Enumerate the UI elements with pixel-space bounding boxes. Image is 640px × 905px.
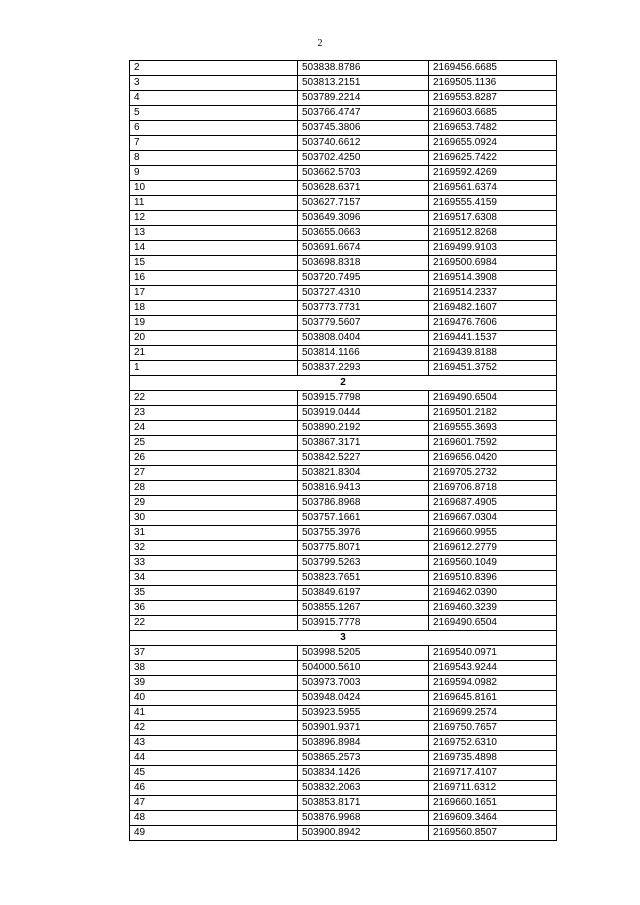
x-coordinate-cell: 503799.5263 — [298, 556, 429, 571]
x-coordinate-cell: 503755.3976 — [298, 526, 429, 541]
table-row — [130, 676, 557, 691]
point-number-cell: 31 — [130, 526, 298, 541]
table-row — [130, 346, 557, 361]
point-number-cell: 22 — [130, 616, 298, 631]
x-coordinate-cell: 503853.8171 — [298, 796, 429, 811]
point-number-cell: 17 — [130, 286, 298, 301]
y-coordinate-cell: 2169514.3908 — [429, 271, 557, 286]
y-coordinate-cell: 2169540.0971 — [429, 646, 557, 661]
x-coordinate-cell: 503775.8071 — [298, 541, 429, 556]
point-number-cell: 39 — [130, 676, 298, 691]
table-row — [130, 481, 557, 496]
y-coordinate-cell: 2169711.6312 — [429, 781, 557, 796]
y-coordinate-cell: 2169476.7606 — [429, 316, 557, 331]
table-row — [130, 616, 557, 631]
y-coordinate-cell: 2169500.6984 — [429, 256, 557, 271]
point-number-cell: 33 — [130, 556, 298, 571]
table-row — [130, 331, 557, 346]
point-number-cell: 48 — [130, 811, 298, 826]
y-coordinate-cell: 2169653.7482 — [429, 121, 557, 136]
y-coordinate-cell: 2169660.1651 — [429, 796, 557, 811]
y-coordinate-cell: 2169456.6685 — [429, 61, 557, 76]
table-row — [130, 166, 557, 181]
table-row — [130, 751, 557, 766]
y-coordinate-cell: 2169560.1049 — [429, 556, 557, 571]
table-row — [130, 721, 557, 736]
y-coordinate-cell: 2169560.8507 — [429, 826, 557, 841]
y-coordinate-cell: 2169667.0304 — [429, 511, 557, 526]
x-coordinate-cell: 503813.2151 — [298, 76, 429, 91]
table-row — [130, 646, 557, 661]
point-number-cell: 10 — [130, 181, 298, 196]
y-coordinate-cell: 2169609.3464 — [429, 811, 557, 826]
table-row — [130, 361, 557, 376]
point-number-cell: 7 — [130, 136, 298, 151]
section-header-row — [130, 376, 557, 391]
table-row — [130, 241, 557, 256]
point-number-cell: 35 — [130, 586, 298, 601]
section-label: 3 — [130, 631, 557, 646]
table-row — [130, 136, 557, 151]
y-coordinate-cell: 2169592.4269 — [429, 166, 557, 181]
y-coordinate-cell: 2169561.6374 — [429, 181, 557, 196]
point-number-cell: 29 — [130, 496, 298, 511]
y-coordinate-cell: 2169656.0420 — [429, 451, 557, 466]
table-row — [130, 556, 557, 571]
x-coordinate-cell: 503727.4310 — [298, 286, 429, 301]
point-number-cell: 15 — [130, 256, 298, 271]
x-coordinate-cell: 503821.8304 — [298, 466, 429, 481]
y-coordinate-cell: 2169750.7657 — [429, 721, 557, 736]
point-number-cell: 27 — [130, 466, 298, 481]
point-number-cell: 32 — [130, 541, 298, 556]
table-row — [130, 406, 557, 421]
x-coordinate-cell: 503702.4250 — [298, 151, 429, 166]
x-coordinate-cell: 503915.7778 — [298, 616, 429, 631]
table-row — [130, 706, 557, 721]
table-row — [130, 496, 557, 511]
y-coordinate-cell: 2169555.3693 — [429, 421, 557, 436]
section-label: 2 — [130, 376, 557, 391]
y-coordinate-cell: 2169717.4107 — [429, 766, 557, 781]
y-coordinate-cell: 2169460.3239 — [429, 601, 557, 616]
x-coordinate-cell: 503973.7003 — [298, 676, 429, 691]
y-coordinate-cell: 2169594.0982 — [429, 676, 557, 691]
point-number-cell: 20 — [130, 331, 298, 346]
table-row — [130, 736, 557, 751]
x-coordinate-cell: 503834.1426 — [298, 766, 429, 781]
y-coordinate-cell: 2169553.8287 — [429, 91, 557, 106]
x-coordinate-cell: 503655.0663 — [298, 226, 429, 241]
table-row — [130, 466, 557, 481]
point-number-cell: 43 — [130, 736, 298, 751]
x-coordinate-cell: 503998.5205 — [298, 646, 429, 661]
table-row — [130, 91, 557, 106]
y-coordinate-cell: 2169490.6504 — [429, 616, 557, 631]
point-number-cell: 3 — [130, 76, 298, 91]
x-coordinate-cell: 503766.4747 — [298, 106, 429, 121]
point-number-cell: 12 — [130, 211, 298, 226]
point-number-cell: 49 — [130, 826, 298, 841]
y-coordinate-cell: 2169451.3752 — [429, 361, 557, 376]
x-coordinate-cell: 503855.1267 — [298, 601, 429, 616]
x-coordinate-cell: 503628.6371 — [298, 181, 429, 196]
x-coordinate-cell: 503837.2293 — [298, 361, 429, 376]
point-number-cell: 2 — [130, 61, 298, 76]
y-coordinate-cell: 2169601.7592 — [429, 436, 557, 451]
point-number-cell: 18 — [130, 301, 298, 316]
y-coordinate-cell: 2169510.8396 — [429, 571, 557, 586]
table-row — [130, 151, 557, 166]
table-row — [130, 211, 557, 226]
x-coordinate-cell: 503919.0444 — [298, 406, 429, 421]
y-coordinate-cell: 2169490.6504 — [429, 391, 557, 406]
y-coordinate-cell: 2169752.6310 — [429, 736, 557, 751]
x-coordinate-cell: 503745.3806 — [298, 121, 429, 136]
y-coordinate-cell: 2169543.9244 — [429, 661, 557, 676]
x-coordinate-cell: 503789.2214 — [298, 91, 429, 106]
x-coordinate-cell: 503838.8786 — [298, 61, 429, 76]
table-row — [130, 586, 557, 601]
point-number-cell: 41 — [130, 706, 298, 721]
point-number-cell: 44 — [130, 751, 298, 766]
point-number-cell: 19 — [130, 316, 298, 331]
x-coordinate-cell: 503786.8968 — [298, 496, 429, 511]
point-number-cell: 24 — [130, 421, 298, 436]
point-number-cell: 30 — [130, 511, 298, 526]
table-row — [130, 181, 557, 196]
y-coordinate-cell: 2169705.2732 — [429, 466, 557, 481]
y-coordinate-cell: 2169699.2574 — [429, 706, 557, 721]
point-number-cell: 28 — [130, 481, 298, 496]
x-coordinate-cell: 503900.8942 — [298, 826, 429, 841]
y-coordinate-cell: 2169514.2337 — [429, 286, 557, 301]
y-coordinate-cell: 2169505.1136 — [429, 76, 557, 91]
point-number-cell: 6 — [130, 121, 298, 136]
y-coordinate-cell: 2169517.6308 — [429, 211, 557, 226]
table-row — [130, 781, 557, 796]
x-coordinate-cell: 503691.6674 — [298, 241, 429, 256]
x-coordinate-cell: 503740.6612 — [298, 136, 429, 151]
table-row — [130, 76, 557, 91]
x-coordinate-cell: 503720.7495 — [298, 271, 429, 286]
point-number-cell: 37 — [130, 646, 298, 661]
point-number-cell: 22 — [130, 391, 298, 406]
table-row — [130, 826, 557, 841]
y-coordinate-cell: 2169735.4898 — [429, 751, 557, 766]
table-row — [130, 511, 557, 526]
y-coordinate-cell: 2169612.2779 — [429, 541, 557, 556]
coordinates-table — [129, 60, 557, 841]
x-coordinate-cell: 503814.1166 — [298, 346, 429, 361]
point-number-cell: 38 — [130, 661, 298, 676]
y-coordinate-cell: 2169625.7422 — [429, 151, 557, 166]
page-number: 2 — [317, 38, 323, 49]
point-number-cell: 9 — [130, 166, 298, 181]
table-row — [130, 571, 557, 586]
table-row — [130, 271, 557, 286]
y-coordinate-cell: 2169512.8268 — [429, 226, 557, 241]
table-row — [130, 301, 557, 316]
point-number-cell: 26 — [130, 451, 298, 466]
point-number-cell: 34 — [130, 571, 298, 586]
x-coordinate-cell: 503867.3171 — [298, 436, 429, 451]
y-coordinate-cell: 2169706.8718 — [429, 481, 557, 496]
x-coordinate-cell: 503915.7798 — [298, 391, 429, 406]
x-coordinate-cell: 503627.7157 — [298, 196, 429, 211]
point-number-cell: 11 — [130, 196, 298, 211]
y-coordinate-cell: 2169555.4159 — [429, 196, 557, 211]
table-row — [130, 661, 557, 676]
x-coordinate-cell: 503816.9413 — [298, 481, 429, 496]
point-number-cell: 14 — [130, 241, 298, 256]
x-coordinate-cell: 504000.5610 — [298, 661, 429, 676]
x-coordinate-cell: 503842.5227 — [298, 451, 429, 466]
table-row — [130, 61, 557, 76]
y-coordinate-cell: 2169655.0924 — [429, 136, 557, 151]
point-number-cell: 46 — [130, 781, 298, 796]
table-row — [130, 691, 557, 706]
x-coordinate-cell: 503832.2063 — [298, 781, 429, 796]
y-coordinate-cell: 2169462.0390 — [429, 586, 557, 601]
x-coordinate-cell: 503849.6197 — [298, 586, 429, 601]
table-row — [130, 391, 557, 406]
x-coordinate-cell: 503779.5607 — [298, 316, 429, 331]
table-row — [130, 526, 557, 541]
table-row — [130, 436, 557, 451]
x-coordinate-cell: 503757.1661 — [298, 511, 429, 526]
x-coordinate-cell: 503823.7651 — [298, 571, 429, 586]
table-row — [130, 316, 557, 331]
y-coordinate-cell: 2169660.9955 — [429, 526, 557, 541]
table-row — [130, 226, 557, 241]
table-row — [130, 811, 557, 826]
table-row — [130, 121, 557, 136]
table-row — [130, 796, 557, 811]
point-number-cell: 8 — [130, 151, 298, 166]
table-row — [130, 256, 557, 271]
y-coordinate-cell: 2169441.1537 — [429, 331, 557, 346]
x-coordinate-cell: 503865.2573 — [298, 751, 429, 766]
y-coordinate-cell: 2169482.1607 — [429, 301, 557, 316]
x-coordinate-cell: 503890.2192 — [298, 421, 429, 436]
y-coordinate-cell: 2169603.6685 — [429, 106, 557, 121]
table-row — [130, 541, 557, 556]
table-row — [130, 421, 557, 436]
point-number-cell: 5 — [130, 106, 298, 121]
table-row — [130, 451, 557, 466]
point-number-cell: 40 — [130, 691, 298, 706]
x-coordinate-cell: 503948.0424 — [298, 691, 429, 706]
table-row — [130, 766, 557, 781]
x-coordinate-cell: 503896.8984 — [298, 736, 429, 751]
point-number-cell: 47 — [130, 796, 298, 811]
coordinates-table-body — [130, 61, 557, 841]
point-number-cell: 16 — [130, 271, 298, 286]
x-coordinate-cell: 503773.7731 — [298, 301, 429, 316]
x-coordinate-cell: 503901.9371 — [298, 721, 429, 736]
point-number-cell: 23 — [130, 406, 298, 421]
section-header-row — [130, 631, 557, 646]
point-number-cell: 4 — [130, 91, 298, 106]
x-coordinate-cell: 503876.9968 — [298, 811, 429, 826]
y-coordinate-cell: 2169439.8188 — [429, 346, 557, 361]
point-number-cell: 13 — [130, 226, 298, 241]
table-row — [130, 196, 557, 211]
x-coordinate-cell: 503808.0404 — [298, 331, 429, 346]
x-coordinate-cell: 503662.5703 — [298, 166, 429, 181]
table-row — [130, 601, 557, 616]
point-number-cell: 45 — [130, 766, 298, 781]
y-coordinate-cell: 2169645.8161 — [429, 691, 557, 706]
x-coordinate-cell: 503698.8318 — [298, 256, 429, 271]
y-coordinate-cell: 2169499.9103 — [429, 241, 557, 256]
point-number-cell: 25 — [130, 436, 298, 451]
table-row — [130, 106, 557, 121]
point-number-cell: 42 — [130, 721, 298, 736]
y-coordinate-cell: 2169501.2182 — [429, 406, 557, 421]
table-row — [130, 286, 557, 301]
y-coordinate-cell: 2169687.4905 — [429, 496, 557, 511]
point-number-cell: 36 — [130, 601, 298, 616]
x-coordinate-cell: 503923.5955 — [298, 706, 429, 721]
point-number-cell: 1 — [130, 361, 298, 376]
x-coordinate-cell: 503649.3096 — [298, 211, 429, 226]
point-number-cell: 21 — [130, 346, 298, 361]
